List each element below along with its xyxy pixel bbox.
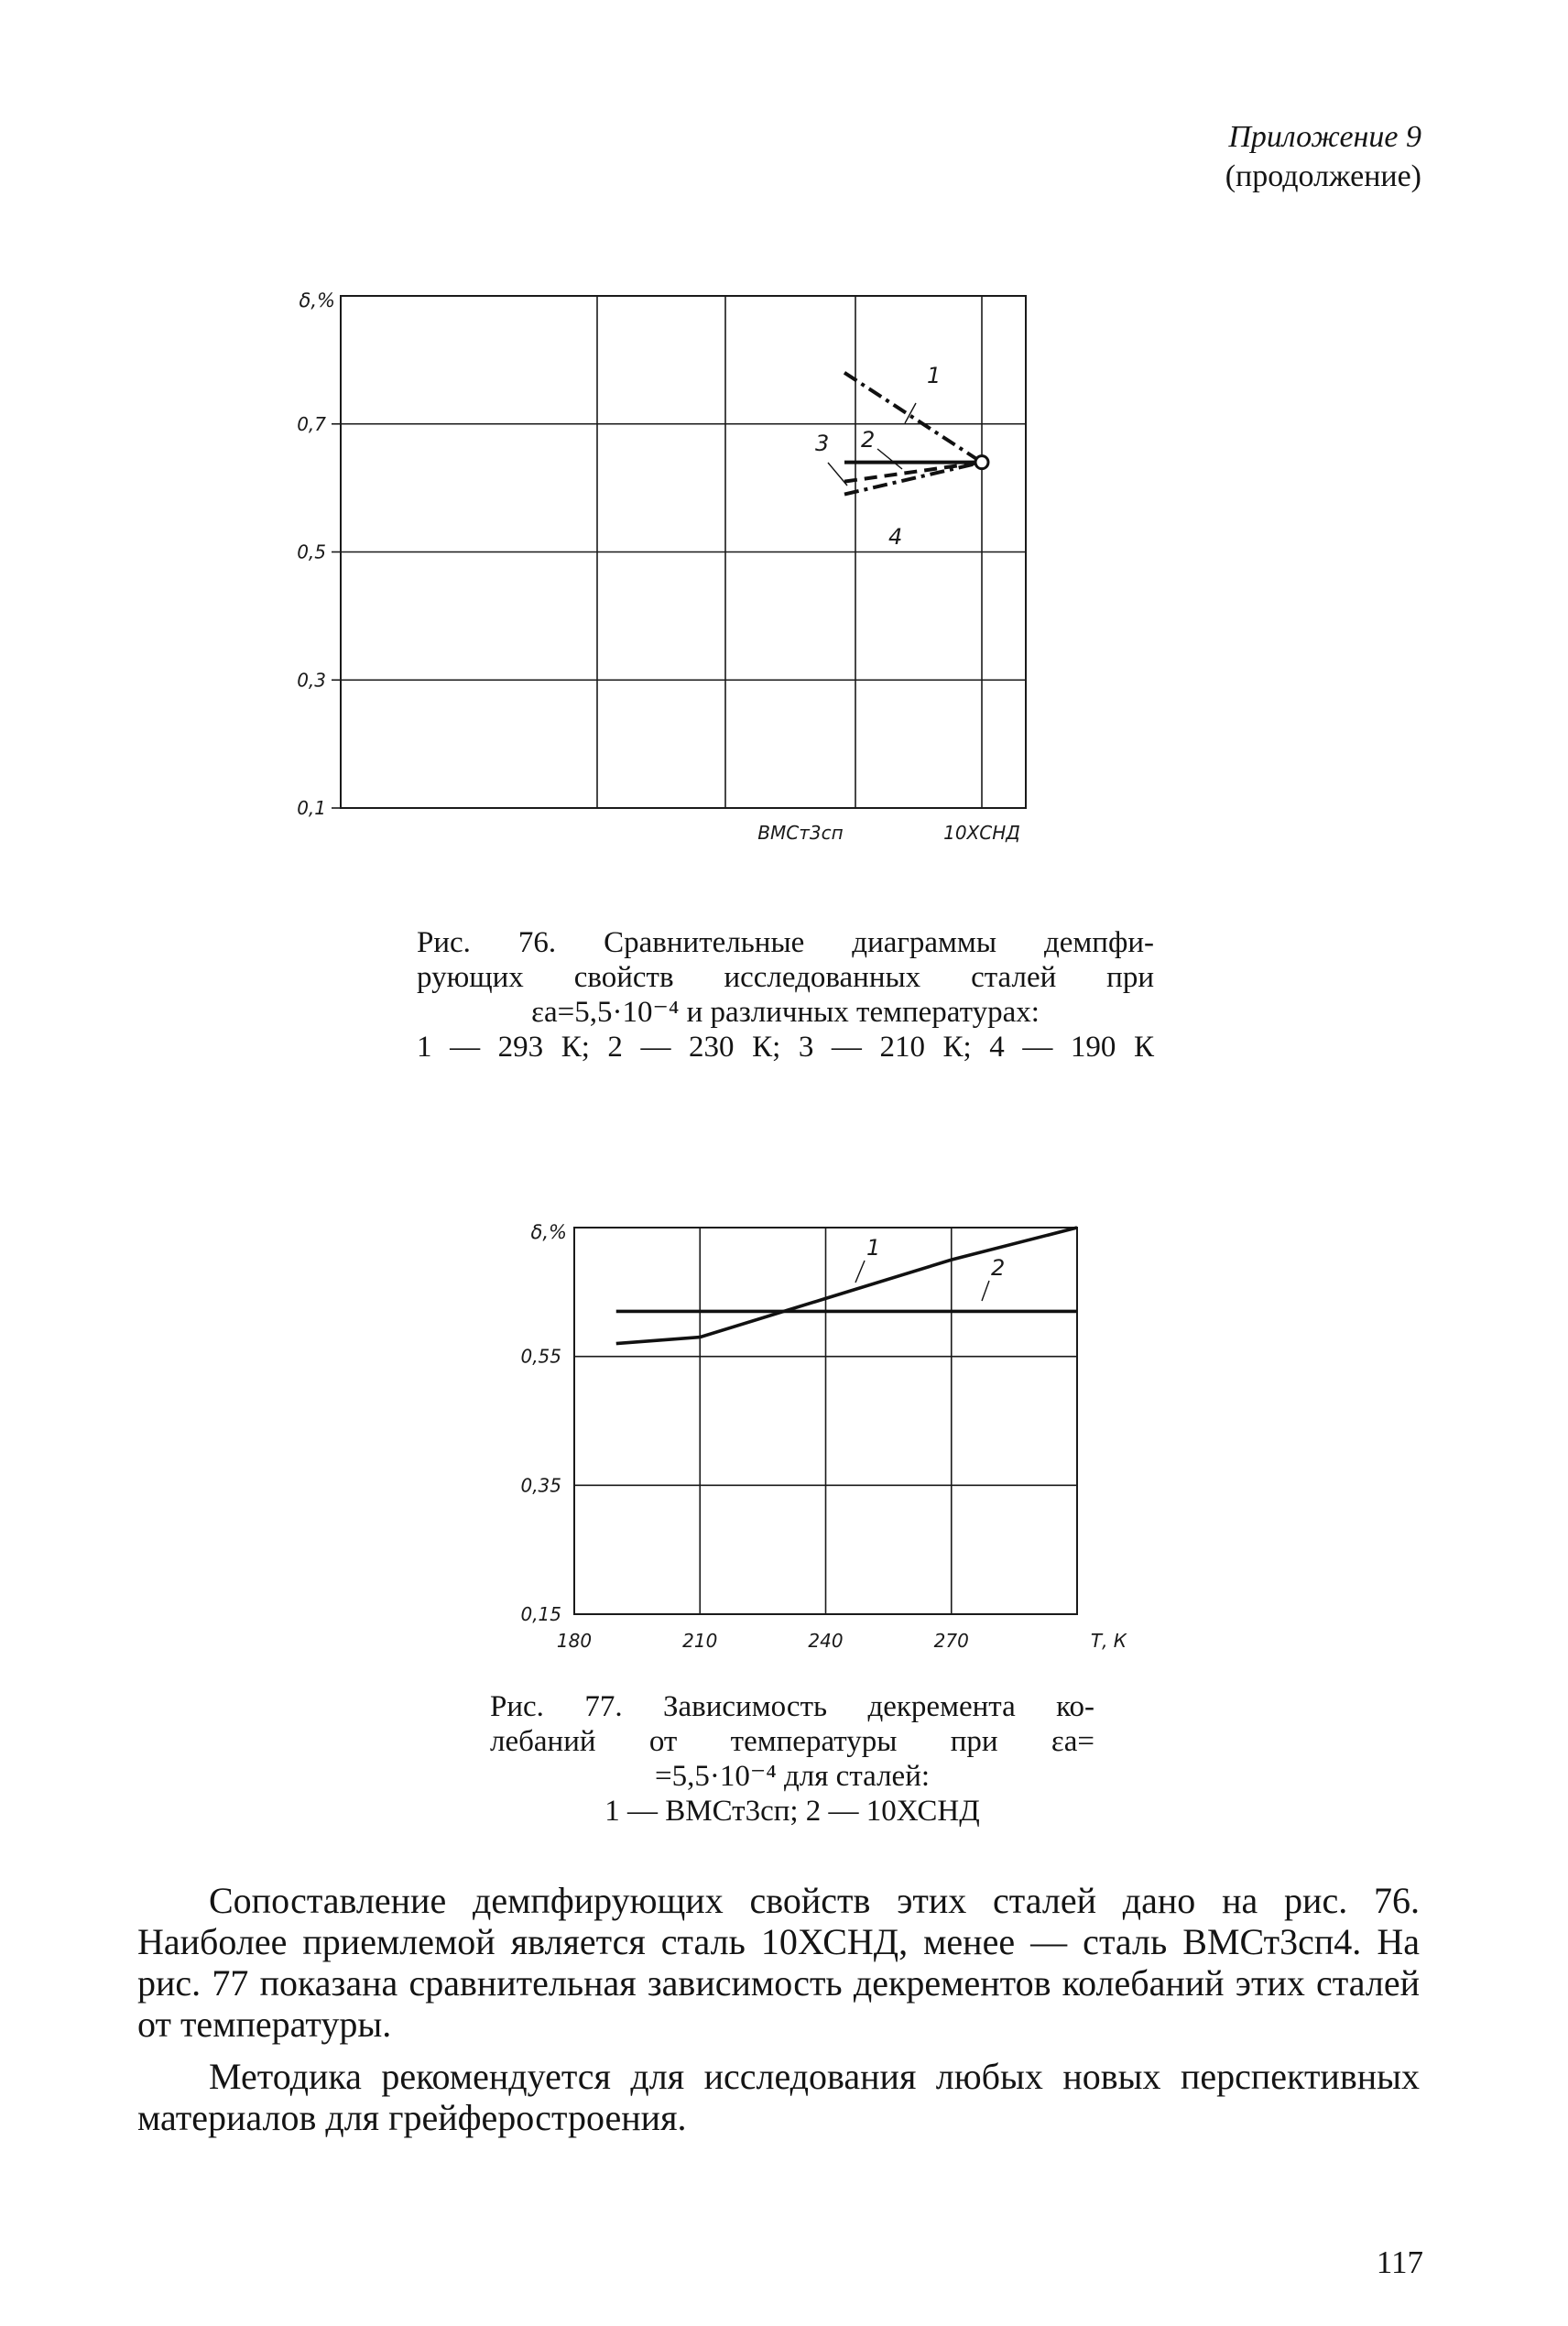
figure-76-grid (332, 296, 1026, 808)
figure-76-labels (297, 289, 1020, 844)
figure-76-caption (417, 925, 1154, 1065)
caption-line: Рис. 76. Сравнительные диаграммы демпфи- (417, 926, 1154, 959)
caption-line: 1 — ВМСт3сп; 2 — 10ХСНД (604, 1795, 980, 1828)
series-label-3: 3 (815, 431, 830, 456)
caption-line: =5,5·10⁻⁴ для сталей: (654, 1760, 931, 1793)
series-label-1: 1 (927, 363, 942, 388)
label-leader (982, 1281, 989, 1301)
y-tick-label: 0,15 (520, 1603, 561, 1625)
series-label-4: 4 (888, 524, 903, 550)
figure-77-labels (520, 1221, 1127, 1652)
caption-line: лебаний от температуры при εа= (490, 1725, 1094, 1758)
label-leader (828, 463, 847, 486)
label-leader (905, 403, 916, 423)
caption-line: рующих свойств исследованных сталей при (417, 961, 1154, 994)
page-number: 117 (1376, 2244, 1423, 2280)
series-label-1: 1 (866, 1235, 881, 1261)
paragraph: Методика рекомендуется для исследования любых новых перспективных материалов для грейферостроения. (137, 2056, 1420, 2138)
label-leader (877, 449, 902, 469)
y-tick-label: 0,1 (297, 797, 326, 819)
figure-77-grid (574, 1228, 1077, 1614)
caption-line: εа=5,5·10⁻⁴ и различных температурах: (531, 996, 1040, 1029)
y-tick-label: 0,35 (520, 1474, 561, 1497)
appendix-label: Приложение 9 (1228, 120, 1421, 154)
x-tick-label: 210 (682, 1630, 718, 1652)
x-category-label: 10ХСНД (943, 822, 1020, 844)
y-tick-label: 0,5 (297, 541, 326, 563)
x-tick-label: 240 (808, 1630, 844, 1652)
paragraph: Сопоставление демпфирующих свойств этих сталей дано на рис. 76. Наиболее приемлемой является сталь 10ХСНД, менее — сталь ВМСт3сп4. На рис. 77 показана сравнительная зависимость декрементов колебаний этих сталей от температуры. (137, 1880, 1420, 2045)
x-tick-label: 270 (933, 1630, 969, 1652)
caption-line: 1 — 293 К; 2 — 230 К; 3 — 210 К; 4 — 190 К (417, 1031, 1154, 1064)
figure-77-caption (490, 1689, 1094, 1829)
y-tick-label: 0,55 (520, 1345, 561, 1368)
y-axis-label: δ,% (299, 289, 335, 311)
label-leader (855, 1261, 865, 1283)
x-axis-label: Т, К (1090, 1630, 1127, 1652)
figure-77-lines (616, 1228, 1077, 1344)
body-text (137, 1880, 1420, 2149)
y-tick-label: 0,7 (297, 412, 326, 435)
caption-line: Рис. 77. Зависимость декремента ко- (490, 1690, 1094, 1723)
figure-77-chart (520, 1221, 1127, 1652)
series-label-2: 2 (861, 427, 876, 453)
x-tick-label: 180 (556, 1630, 593, 1652)
y-axis-label: δ,% (530, 1221, 567, 1243)
x-category-label: ВМСт3сп (757, 822, 844, 844)
series-line-1 (616, 1228, 1077, 1344)
continuation-label: (продолжение) (1225, 159, 1421, 193)
series-label-2: 2 (991, 1255, 1006, 1281)
intersection-marker (975, 456, 988, 469)
figure-76-chart (297, 289, 1026, 844)
y-tick-label: 0,3 (297, 669, 326, 692)
